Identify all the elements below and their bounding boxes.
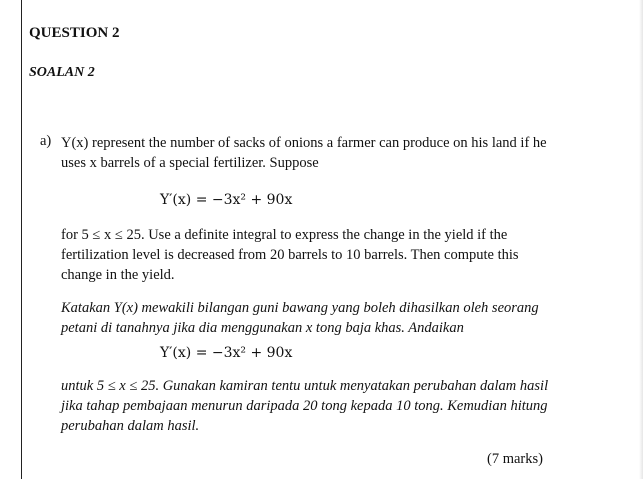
english-body: for 5 ≤ x ≤ 25. Use a definite integral to express the change in the yield if the fertilization level is decreased from 20 barrels to 10 barrels. Then compute this change in the yield.	[61, 227, 519, 283]
question-heading: QUESTION 2	[29, 25, 120, 41]
question-heading-malay: SOALAN 2	[29, 65, 95, 80]
page-left-border	[21, 0, 22, 479]
malay-intro: Katakan Y(x) mewakili bilangan guni bawang yang boleh dihasilkan oleh seorang petani di tanahnya jika dia menggunakan x tong baja khas. Andaikan	[61, 300, 539, 336]
derivative-equation-malay: Y′(x) = −3x² + 90x	[160, 345, 293, 361]
page-right-edge	[639, 0, 643, 479]
derivative-equation: Y′(x) = −3x² + 90x	[160, 192, 293, 208]
marks-label: (7 marks)	[487, 451, 543, 467]
english-intro: Y(x) represent the number of sacks of onions a farmer can produce on his land if he uses x barrels of a special fertilizer. Suppose	[61, 135, 547, 171]
part-label: a)	[40, 133, 52, 149]
malay-body: untuk 5 ≤ x ≤ 25. Gunakan kamiran tentu untuk menyatakan perubahan dalam hasil jika tahap pembajaan menurun daripada 20 tong kepada 10 tong. Kemudian hitung perubahan dalam hasil.	[61, 378, 549, 434]
